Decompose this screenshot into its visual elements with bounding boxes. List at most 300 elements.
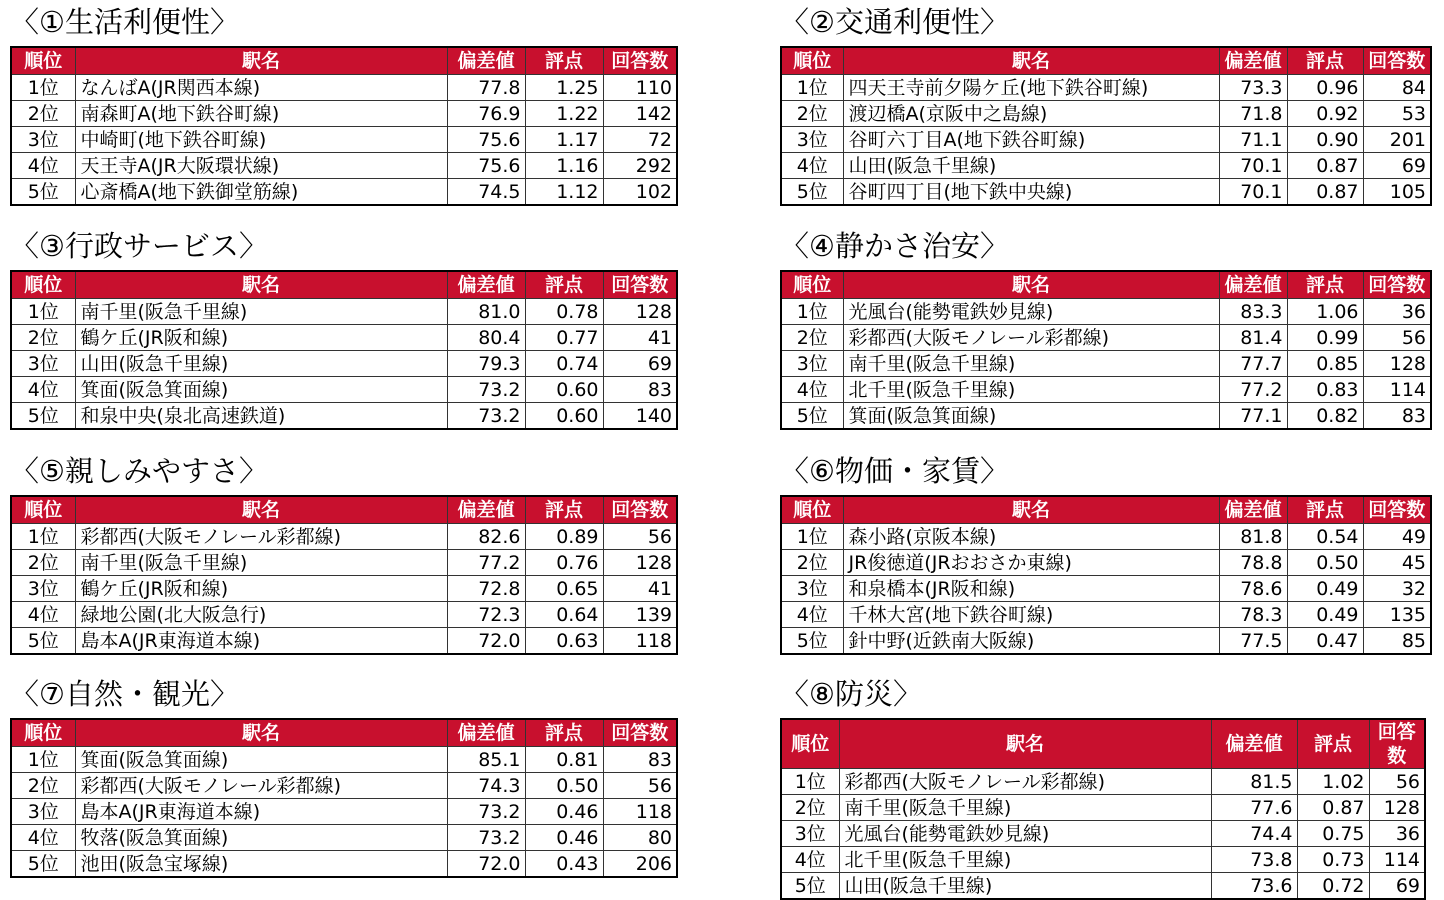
cell-score: 0.96	[1287, 75, 1363, 101]
cell-station: 山田(阪急千里線)	[839, 873, 1211, 900]
cell-rank: 1位	[11, 747, 75, 773]
table-header-row	[11, 47, 677, 75]
cell-rank: 1位	[11, 299, 75, 325]
table-row	[781, 821, 1425, 847]
cell-responses: 83	[603, 377, 677, 403]
column-header-station: 駅名	[75, 496, 447, 524]
cell-rank: 4位	[11, 153, 75, 179]
column-header-responses: 回答数	[603, 496, 677, 524]
cell-rank: 2位	[11, 101, 75, 127]
cell-station: 北千里(阪急千里線)	[839, 847, 1211, 873]
cell-responses: 69	[1369, 873, 1425, 900]
cell-score: 0.65	[525, 576, 603, 602]
section-title: 〈⑦自然・観光〉	[10, 677, 239, 711]
cell-responses: 128	[1369, 795, 1425, 821]
cell-deviation: 82.6	[447, 524, 525, 550]
ranking-section-8	[780, 674, 1426, 900]
table-row	[781, 847, 1425, 873]
cell-deviation: 70.1	[1219, 153, 1287, 179]
cell-rank: 1位	[781, 769, 839, 795]
cell-deviation: 77.6	[1211, 795, 1297, 821]
cell-score: 0.87	[1297, 795, 1369, 821]
cell-responses: 41	[603, 576, 677, 602]
column-header-score: 評点	[1297, 719, 1369, 769]
cell-responses: 206	[603, 851, 677, 878]
table-row	[11, 75, 677, 101]
column-header-deviation: 偏差値	[1211, 719, 1297, 769]
section-title: 〈①生活利便性〉	[10, 5, 239, 39]
cell-deviation: 77.5	[1219, 628, 1287, 655]
cell-responses: 128	[1363, 351, 1431, 377]
cell-rank: 5位	[781, 873, 839, 900]
column-header-responses: 回答数	[1363, 271, 1431, 299]
cell-score: 0.89	[525, 524, 603, 550]
cell-deviation: 73.2	[447, 403, 525, 430]
cell-responses: 83	[603, 747, 677, 773]
cell-station: 谷町四丁目(地下鉄中央線)	[843, 179, 1219, 206]
table-row	[781, 795, 1425, 821]
cell-score: 1.22	[525, 101, 603, 127]
cell-rank: 4位	[781, 602, 843, 628]
cell-responses: 201	[1363, 127, 1431, 153]
table-row	[11, 773, 677, 799]
cell-deviation: 81.4	[1219, 325, 1287, 351]
column-header-deviation: 偏差値	[447, 719, 525, 747]
cell-station: 四天王寺前夕陽ケ丘(地下鉄谷町線)	[843, 75, 1219, 101]
table-row	[781, 127, 1431, 153]
cell-deviation: 71.1	[1219, 127, 1287, 153]
section-title: 〈③行政サービス〉	[10, 229, 268, 263]
cell-rank: 3位	[781, 127, 843, 153]
cell-deviation: 70.1	[1219, 179, 1287, 206]
cell-rank: 5位	[11, 628, 75, 655]
cell-station: 和泉中央(泉北高速鉄道)	[75, 403, 447, 430]
table-header-row	[781, 47, 1431, 75]
column-header-score: 評点	[525, 496, 603, 524]
ranking-section-7	[10, 674, 678, 878]
cell-station: 天王寺A(JR大阪環状線)	[75, 153, 447, 179]
cell-score: 0.47	[1287, 628, 1363, 655]
column-header-station: 駅名	[75, 719, 447, 747]
table-row	[781, 325, 1431, 351]
cell-rank: 1位	[781, 299, 843, 325]
cell-deviation: 72.0	[447, 628, 525, 655]
cell-station: 南千里(阪急千里線)	[75, 550, 447, 576]
cell-score: 0.60	[525, 403, 603, 430]
cell-score: 0.75	[1297, 821, 1369, 847]
cell-deviation: 77.2	[1219, 377, 1287, 403]
column-header-responses: 回答数	[603, 719, 677, 747]
table-row	[11, 851, 677, 878]
column-header-score: 評点	[1287, 271, 1363, 299]
cell-deviation: 73.2	[447, 825, 525, 851]
cell-station: 島本A(JR東海道本線)	[75, 628, 447, 655]
cell-station: 彩都西(大阪モノレール彩都線)	[75, 524, 447, 550]
cell-score: 0.99	[1287, 325, 1363, 351]
cell-station: 池田(阪急宝塚線)	[75, 851, 447, 878]
cell-deviation: 79.3	[447, 351, 525, 377]
cell-rank: 2位	[781, 101, 843, 127]
ranking-table	[10, 46, 678, 206]
cell-rank: 4位	[781, 377, 843, 403]
table-row	[11, 799, 677, 825]
cell-responses: 72	[603, 127, 677, 153]
table-row	[781, 153, 1431, 179]
cell-rank: 1位	[781, 524, 843, 550]
cell-deviation: 73.6	[1211, 873, 1297, 900]
cell-station: 渡辺橋A(京阪中之島線)	[843, 101, 1219, 127]
table-row	[781, 101, 1431, 127]
cell-deviation: 81.5	[1211, 769, 1297, 795]
cell-deviation: 75.6	[447, 153, 525, 179]
cell-deviation: 74.4	[1211, 821, 1297, 847]
cell-responses: 56	[603, 773, 677, 799]
cell-rank: 2位	[781, 795, 839, 821]
cell-station: 光風台(能勢電鉄妙見線)	[839, 821, 1211, 847]
ranking-table	[10, 270, 678, 430]
cell-responses: 45	[1363, 550, 1431, 576]
section-title: 〈⑤親しみやすさ〉	[10, 454, 268, 488]
table-row	[11, 628, 677, 655]
cell-score: 0.87	[1287, 153, 1363, 179]
table-row	[781, 769, 1425, 795]
cell-rank: 5位	[11, 851, 75, 878]
cell-deviation: 81.8	[1219, 524, 1287, 550]
cell-score: 1.02	[1297, 769, 1369, 795]
cell-deviation: 77.2	[447, 550, 525, 576]
ranking-table	[10, 718, 678, 878]
column-header-deviation: 偏差値	[1219, 496, 1287, 524]
column-header-station: 駅名	[843, 271, 1219, 299]
column-header-station: 駅名	[843, 47, 1219, 75]
cell-station: 針中野(近鉄南大阪線)	[843, 628, 1219, 655]
cell-rank: 2位	[781, 325, 843, 351]
ranking-table	[780, 46, 1432, 206]
cell-responses: 142	[603, 101, 677, 127]
cell-rank: 4位	[781, 153, 843, 179]
table-row	[11, 351, 677, 377]
column-header-score: 評点	[1287, 47, 1363, 75]
cell-rank: 5位	[781, 403, 843, 430]
cell-score: 0.46	[525, 825, 603, 851]
cell-station: 彩都西(大阪モノレール彩都線)	[839, 769, 1211, 795]
table-row	[11, 325, 677, 351]
column-header-deviation: 偏差値	[447, 271, 525, 299]
cell-score: 0.76	[525, 550, 603, 576]
table-row	[781, 524, 1431, 550]
cell-deviation: 83.3	[1219, 299, 1287, 325]
cell-score: 0.63	[525, 628, 603, 655]
section-title: 〈⑥物価・家賃〉	[780, 454, 1009, 488]
cell-score: 0.60	[525, 377, 603, 403]
table-header-row	[781, 496, 1431, 524]
cell-deviation: 72.0	[447, 851, 525, 878]
column-header-rank: 順位	[11, 47, 75, 75]
cell-deviation: 78.3	[1219, 602, 1287, 628]
cell-rank: 1位	[11, 75, 75, 101]
table-header-row	[11, 719, 677, 747]
cell-score: 0.92	[1287, 101, 1363, 127]
cell-rank: 5位	[11, 179, 75, 206]
cell-deviation: 74.3	[447, 773, 525, 799]
cell-station: 彩都西(大阪モノレール彩都線)	[75, 773, 447, 799]
cell-station: 山田(阪急千里線)	[75, 351, 447, 377]
ranking-section-4	[780, 226, 1432, 430]
section-title: 〈⑧防災〉	[780, 677, 922, 711]
cell-score: 0.50	[1287, 550, 1363, 576]
table-row	[11, 101, 677, 127]
cell-responses: 32	[1363, 576, 1431, 602]
cell-score: 0.78	[525, 299, 603, 325]
cell-station: 箕面(阪急箕面線)	[75, 747, 447, 773]
cell-deviation: 85.1	[447, 747, 525, 773]
cell-rank: 2位	[781, 550, 843, 576]
column-header-deviation: 偏差値	[1219, 271, 1287, 299]
cell-score: 1.12	[525, 179, 603, 206]
cell-rank: 1位	[781, 75, 843, 101]
cell-station: 南千里(阪急千里線)	[75, 299, 447, 325]
cell-rank: 3位	[11, 127, 75, 153]
ranking-table	[780, 718, 1426, 900]
cell-responses: 56	[1363, 325, 1431, 351]
cell-score: 0.81	[525, 747, 603, 773]
column-header-responses: 回答数	[603, 271, 677, 299]
ranking-table	[780, 270, 1432, 430]
cell-station: 箕面(阪急箕面線)	[843, 403, 1219, 430]
cell-responses: 140	[603, 403, 677, 430]
cell-deviation: 77.8	[447, 75, 525, 101]
cell-rank: 3位	[11, 576, 75, 602]
cell-responses: 114	[1363, 377, 1431, 403]
cell-deviation: 74.5	[447, 179, 525, 206]
cell-score: 0.49	[1287, 602, 1363, 628]
section-title: 〈②交通利便性〉	[780, 5, 1009, 39]
cell-score: 0.87	[1287, 179, 1363, 206]
cell-deviation: 73.3	[1219, 75, 1287, 101]
cell-station: 中崎町(地下鉄谷町線)	[75, 127, 447, 153]
cell-score: 0.46	[525, 799, 603, 825]
cell-score: 1.06	[1287, 299, 1363, 325]
cell-score: 0.83	[1287, 377, 1363, 403]
column-header-responses: 回答数	[1363, 47, 1431, 75]
cell-score: 0.73	[1297, 847, 1369, 873]
column-header-rank: 順位	[11, 271, 75, 299]
column-header-station: 駅名	[75, 271, 447, 299]
cell-responses: 128	[603, 550, 677, 576]
table-row	[781, 377, 1431, 403]
cell-station: 彩都西(大阪モノレール彩都線)	[843, 325, 1219, 351]
cell-responses: 110	[603, 75, 677, 101]
column-header-responses: 回答数	[1369, 719, 1425, 769]
cell-rank: 3位	[781, 576, 843, 602]
cell-score: 0.85	[1287, 351, 1363, 377]
cell-score: 1.25	[525, 75, 603, 101]
table-row	[11, 576, 677, 602]
cell-responses: 69	[603, 351, 677, 377]
cell-rank: 2位	[11, 325, 75, 351]
cell-deviation: 71.8	[1219, 101, 1287, 127]
table-header-row	[781, 719, 1425, 769]
table-row	[11, 550, 677, 576]
cell-responses: 85	[1363, 628, 1431, 655]
cell-station: 森小路(京阪本線)	[843, 524, 1219, 550]
column-header-rank: 順位	[781, 271, 843, 299]
cell-station: 鶴ケ丘(JR阪和線)	[75, 325, 447, 351]
cell-score: 0.50	[525, 773, 603, 799]
ranking-table	[780, 495, 1432, 655]
cell-responses: 135	[1363, 602, 1431, 628]
cell-score: 0.82	[1287, 403, 1363, 430]
cell-responses: 83	[1363, 403, 1431, 430]
table-row	[11, 747, 677, 773]
cell-score: 0.49	[1287, 576, 1363, 602]
column-header-rank: 順位	[11, 496, 75, 524]
cell-rank: 4位	[11, 377, 75, 403]
table-row	[11, 602, 677, 628]
cell-station: 千林大宮(地下鉄谷町線)	[843, 602, 1219, 628]
cell-score: 1.17	[525, 127, 603, 153]
cell-score: 0.64	[525, 602, 603, 628]
cell-responses: 53	[1363, 101, 1431, 127]
cell-score: 0.43	[525, 851, 603, 878]
cell-station: 和泉橋本(JR阪和線)	[843, 576, 1219, 602]
table-row	[11, 377, 677, 403]
cell-station: 牧落(阪急箕面線)	[75, 825, 447, 851]
ranking-section-6	[780, 451, 1432, 655]
column-header-deviation: 偏差値	[1219, 47, 1287, 75]
cell-deviation: 78.6	[1219, 576, 1287, 602]
cell-responses: 118	[603, 628, 677, 655]
table-row	[781, 628, 1431, 655]
cell-score: 0.90	[1287, 127, 1363, 153]
cell-responses: 36	[1369, 821, 1425, 847]
cell-responses: 69	[1363, 153, 1431, 179]
cell-station: なんばA(JR関西本線)	[75, 75, 447, 101]
ranking-section-5	[10, 451, 678, 655]
cell-station: 南森町A(地下鉄谷町線)	[75, 101, 447, 127]
cell-rank: 4位	[11, 602, 75, 628]
cell-deviation: 73.2	[447, 377, 525, 403]
column-header-score: 評点	[1287, 496, 1363, 524]
cell-responses: 56	[1369, 769, 1425, 795]
column-header-rank: 順位	[781, 719, 839, 769]
column-header-score: 評点	[525, 47, 603, 75]
cell-rank: 5位	[781, 179, 843, 206]
cell-responses: 41	[603, 325, 677, 351]
table-row	[781, 299, 1431, 325]
table-row	[11, 299, 677, 325]
cell-deviation: 73.2	[447, 799, 525, 825]
cell-responses: 56	[603, 524, 677, 550]
ranking-section-1	[10, 2, 678, 206]
cell-rank: 1位	[11, 524, 75, 550]
cell-score: 0.72	[1297, 873, 1369, 900]
column-header-station: 駅名	[843, 496, 1219, 524]
cell-deviation: 78.8	[1219, 550, 1287, 576]
table-row	[11, 179, 677, 206]
cell-responses: 84	[1363, 75, 1431, 101]
table-row	[781, 403, 1431, 430]
table-row	[781, 179, 1431, 206]
cell-responses: 80	[603, 825, 677, 851]
cell-station: 山田(阪急千里線)	[843, 153, 1219, 179]
column-header-station: 駅名	[75, 47, 447, 75]
table-row	[781, 351, 1431, 377]
column-header-score: 評点	[525, 271, 603, 299]
table-row	[781, 75, 1431, 101]
cell-rank: 3位	[781, 351, 843, 377]
table-row	[11, 524, 677, 550]
column-header-rank: 順位	[781, 47, 843, 75]
cell-responses: 102	[603, 179, 677, 206]
cell-score: 0.54	[1287, 524, 1363, 550]
cell-rank: 3位	[781, 821, 839, 847]
ranking-section-2	[780, 2, 1432, 206]
table-row	[11, 127, 677, 153]
cell-rank: 3位	[11, 351, 75, 377]
cell-responses: 292	[603, 153, 677, 179]
column-header-station: 駅名	[839, 719, 1211, 769]
column-header-deviation: 偏差値	[447, 47, 525, 75]
cell-rank: 3位	[11, 799, 75, 825]
cell-responses: 49	[1363, 524, 1431, 550]
cell-responses: 105	[1363, 179, 1431, 206]
column-header-responses: 回答数	[1363, 496, 1431, 524]
cell-deviation: 77.7	[1219, 351, 1287, 377]
table-row	[781, 550, 1431, 576]
cell-station: 箕面(阪急箕面線)	[75, 377, 447, 403]
cell-rank: 4位	[11, 825, 75, 851]
ranking-table	[10, 495, 678, 655]
cell-station: 谷町六丁目A(地下鉄谷町線)	[843, 127, 1219, 153]
table-row	[781, 576, 1431, 602]
cell-station: 緑地公園(北大阪急行)	[75, 602, 447, 628]
cell-deviation: 76.9	[447, 101, 525, 127]
cell-deviation: 77.1	[1219, 403, 1287, 430]
cell-station: 光風台(能勢電鉄妙見線)	[843, 299, 1219, 325]
cell-station: 島本A(JR東海道本線)	[75, 799, 447, 825]
cell-station: 心斎橋A(地下鉄御堂筋線)	[75, 179, 447, 206]
table-header-row	[11, 271, 677, 299]
cell-deviation: 73.8	[1211, 847, 1297, 873]
table-row	[11, 403, 677, 430]
cell-deviation: 72.8	[447, 576, 525, 602]
cell-score: 0.77	[525, 325, 603, 351]
cell-score: 0.74	[525, 351, 603, 377]
cell-deviation: 72.3	[447, 602, 525, 628]
cell-deviation: 81.0	[447, 299, 525, 325]
table-row	[781, 602, 1431, 628]
cell-rank: 5位	[781, 628, 843, 655]
cell-responses: 128	[603, 299, 677, 325]
column-header-rank: 順位	[11, 719, 75, 747]
column-header-responses: 回答数	[603, 47, 677, 75]
cell-rank: 2位	[11, 550, 75, 576]
column-header-deviation: 偏差値	[447, 496, 525, 524]
cell-score: 1.16	[525, 153, 603, 179]
cell-rank: 5位	[11, 403, 75, 430]
cell-deviation: 80.4	[447, 325, 525, 351]
table-header-row	[11, 496, 677, 524]
ranking-section-3	[10, 226, 678, 430]
cell-rank: 4位	[781, 847, 839, 873]
cell-responses: 36	[1363, 299, 1431, 325]
cell-deviation: 75.6	[447, 127, 525, 153]
cell-responses: 114	[1369, 847, 1425, 873]
cell-station: 鶴ケ丘(JR阪和線)	[75, 576, 447, 602]
cell-rank: 2位	[11, 773, 75, 799]
cell-station: JR俊徳道(JRおおさか東線)	[843, 550, 1219, 576]
